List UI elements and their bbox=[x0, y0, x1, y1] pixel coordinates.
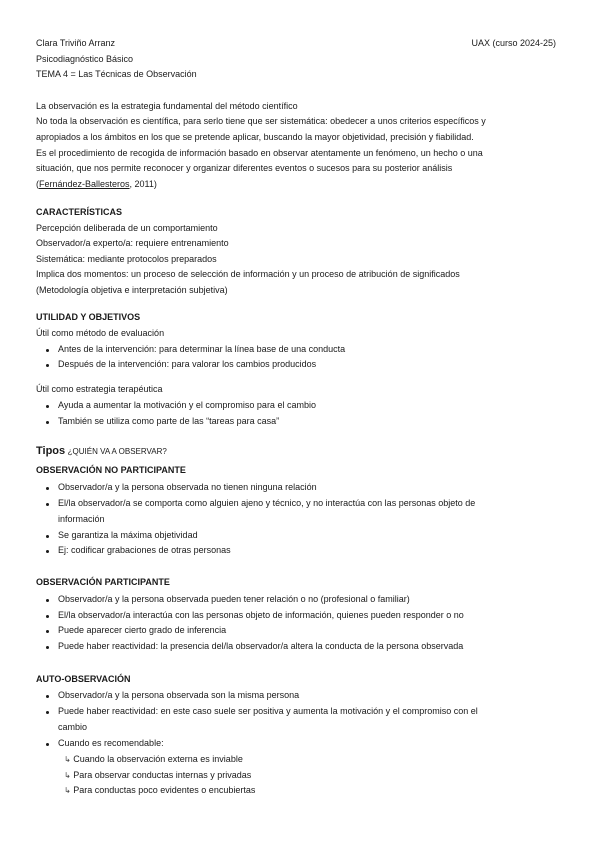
bullet-dot bbox=[46, 364, 49, 367]
tipos-question: ¿QUIÉN VA A OBSERVAR? bbox=[67, 447, 167, 456]
list-item: Puede haber reactividad: en este caso suele ser positiva y aumenta la motivación y el compromiso con el bbox=[58, 706, 478, 716]
tipos-heading: Tipos bbox=[36, 445, 66, 457]
list-item: Cuando es recomendable: bbox=[58, 738, 164, 748]
corner-arrow-icon: ↳ bbox=[64, 771, 71, 780]
list-item-continuation: información bbox=[58, 514, 105, 524]
caracteristica-item: Observador/a experto/a: requiere entrenamiento bbox=[36, 238, 229, 248]
bullet-dot bbox=[46, 487, 49, 490]
bullet-dot bbox=[46, 646, 49, 649]
subject-title: Psicodiagnóstico Básico bbox=[36, 54, 134, 64]
corner-arrow-icon: ↳ bbox=[64, 786, 71, 795]
intro-line: La observación es la estrategia fundamental del método científico bbox=[36, 101, 298, 111]
auto-heading: AUTO-OBSERVACIÓN bbox=[36, 674, 131, 684]
sub-list-item bbox=[64, 770, 251, 781]
tipos-heading-row bbox=[36, 446, 167, 457]
list-item: Puede haber reactividad: la presencia del/la observador/a altera la conducta de la persona observada bbox=[58, 641, 464, 651]
sub-list-item bbox=[64, 785, 255, 796]
caracteristica-item: (Metodología objetiva e interpretación subjetiva) bbox=[36, 285, 228, 295]
citation-open: ( bbox=[36, 179, 39, 189]
corner-arrow-icon: ↳ bbox=[64, 755, 71, 764]
sub-list-text: Cuando la observación externa es inviable bbox=[73, 754, 243, 764]
list-item: Ayuda a aumentar la motivación y el compromiso para el cambio bbox=[58, 400, 316, 410]
bullet-dot bbox=[46, 421, 49, 424]
list-item: Puede aparecer cierto grado de inferencia bbox=[58, 625, 227, 635]
caracteristica-item: Implica dos momentos: un proceso de selección de información y un proceso de atribución de significados bbox=[36, 269, 460, 279]
list-item: Ej: codificar grabaciones de otras personas bbox=[58, 545, 231, 555]
list-item: Observador/a y la persona observada son la misma persona bbox=[58, 690, 300, 700]
bullet-dot bbox=[46, 711, 49, 714]
sub-list-text: Para conductas poco evidentes o encubiertas bbox=[73, 785, 256, 795]
bullet-dot bbox=[46, 615, 49, 618]
bullet-dot bbox=[46, 599, 49, 602]
intro-line: No toda la observación es científica, para serlo tiene que ser sistemática: obedecer a unos criterios específicos y bbox=[36, 116, 486, 126]
utilidad-heading: UTILIDAD Y OBJETIVOS bbox=[36, 312, 141, 322]
bullet-dot bbox=[46, 405, 49, 408]
citation-author-link[interactable]: Fernández-Ballesteros bbox=[39, 179, 130, 189]
sub-list-text: Para observar conductas internas y privadas bbox=[73, 770, 252, 780]
bullet-dot bbox=[46, 630, 49, 633]
list-item: El/la observador/a se comporta como alguien ajeno y técnico, y no interactúa con las personas objeto de bbox=[58, 498, 476, 508]
caracteristica-item: Sistemática: mediante protocolos preparados bbox=[36, 254, 217, 264]
bullet-dot bbox=[46, 695, 49, 698]
intro-line: situación, que nos permite reconocer y organizar diferentes eventos o sucesos para su posterior análisis bbox=[36, 163, 453, 173]
participante-heading: OBSERVACIÓN PARTICIPANTE bbox=[36, 577, 170, 587]
topic-title: TEMA 4 = Las Técnicas de Observación bbox=[36, 69, 197, 79]
citation bbox=[36, 179, 157, 190]
list-item: Antes de la intervención: para determinar la línea base de una conducta bbox=[58, 344, 346, 354]
bullet-dot bbox=[46, 503, 49, 506]
utilidad-eval-label: Útil como método de evaluación bbox=[36, 328, 165, 338]
caracteristica-item: Percepción deliberada de un comportamiento bbox=[36, 223, 218, 233]
list-item: Observador/a y la persona observada no tienen ninguna relación bbox=[58, 482, 317, 492]
intro-line: Es el procedimiento de recogida de información basado en observar atentamente un fenómeno, un hecho o una bbox=[36, 148, 483, 158]
intro-line: apropiados a los ámbitos en los que se pretende aplicar, buscando la mayor objetividad, precisión y fiabilidad. bbox=[36, 132, 474, 142]
bullet-dot bbox=[46, 743, 49, 746]
utilidad-ther-label: Útil como estrategia terapéutica bbox=[36, 384, 163, 394]
bullet-dot bbox=[46, 349, 49, 352]
sub-list-item bbox=[64, 754, 243, 765]
author-name: Clara Triviño Arranz bbox=[36, 38, 116, 48]
list-item: Se garantiza la máxima objetividad bbox=[58, 530, 198, 540]
list-item-continuation: cambio bbox=[58, 722, 88, 732]
no-participante-heading: OBSERVACIÓN NO PARTICIPANTE bbox=[36, 465, 186, 475]
list-item: Después de la intervención: para valorar los cambios producidos bbox=[58, 359, 317, 369]
caracteristicas-heading: CARACTERÍSTICAS bbox=[36, 207, 123, 217]
citation-tail: , 2011) bbox=[129, 179, 157, 189]
bullet-dot bbox=[46, 550, 49, 553]
list-item: El/la observador/a interactúa con las personas objeto de información, quienes pueden responder o no bbox=[58, 610, 464, 620]
list-item: Observador/a y la persona observada pueden tener relación o no (profesional o familiar) bbox=[58, 594, 410, 604]
bullet-dot bbox=[46, 535, 49, 538]
course-reference: UAX (curso 2024-25) bbox=[471, 38, 556, 48]
list-item: También se utiliza como parte de las “tareas para casa” bbox=[58, 416, 280, 426]
